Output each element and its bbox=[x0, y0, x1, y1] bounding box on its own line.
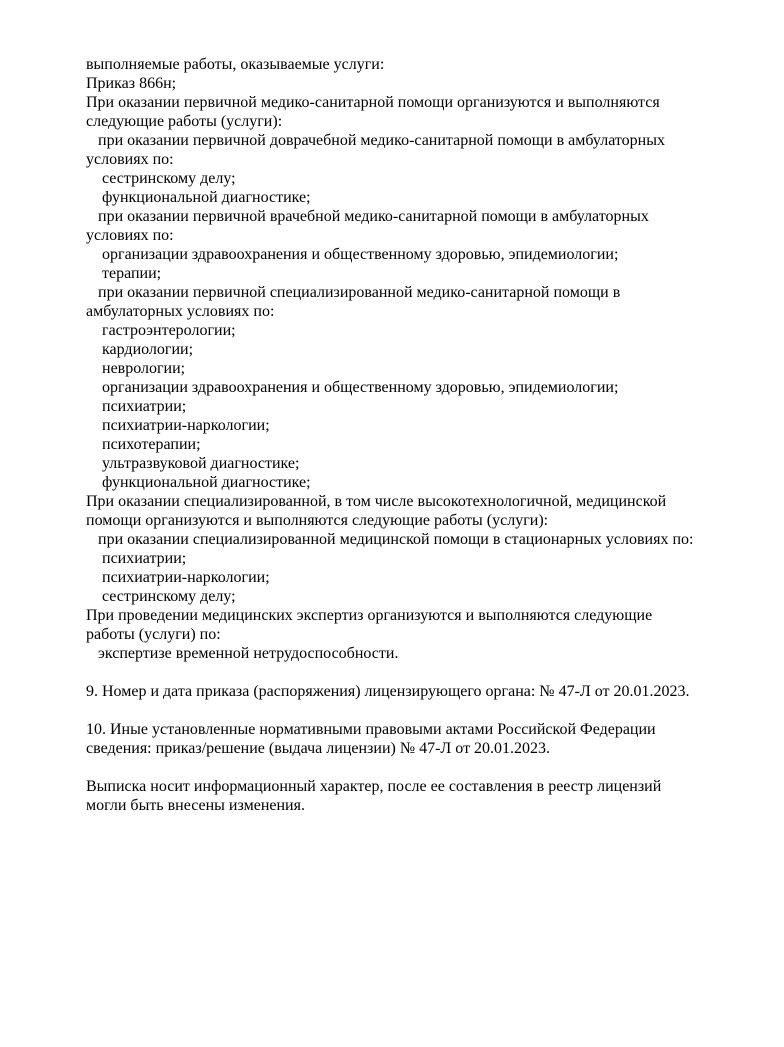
document-line: психиатрии; bbox=[102, 550, 187, 567]
document-line: организации здравоохранения и общественному здоровью, эпидемиологии; bbox=[102, 246, 619, 263]
document-line: при оказании первичной специализированной медико-санитарной помощи в амбулаторных условиях по: bbox=[86, 284, 621, 320]
document-line: психиатрии; bbox=[102, 398, 187, 415]
blank-line bbox=[86, 758, 700, 777]
document-line: При проведении медицинских экспертиз организуются и выполняются следующие работы (услуги) по: bbox=[86, 607, 653, 643]
document-line: неврологии; bbox=[102, 360, 186, 377]
document-line: при оказании специализированной медицинской помощи в стационарных условиях по: bbox=[98, 531, 694, 548]
document-line: При оказании специализированной, в том числе высокотехнологичной, медицинской помощи организуются и выполняются следующие работы (услуги): bbox=[86, 493, 667, 529]
document-line: терапии; bbox=[102, 265, 162, 282]
document-line: ультразвуковой диагностике; bbox=[102, 455, 300, 472]
document-line: при оказании первичной врачебной медико-санитарной помощи в амбулаторных условиях по: bbox=[86, 208, 649, 244]
document-line: Приказ 866н; bbox=[86, 75, 177, 92]
document-body bbox=[86, 55, 700, 815]
document-line: При оказании первичной медико-санитарной помощи организуются и выполняются следующие работы (услуги): bbox=[86, 94, 660, 130]
document-line: Выписка носит информационный характер, после ее составления в реестр лицензий могли быть внесены изменения. bbox=[86, 778, 662, 814]
document-line: психиатрии-наркологии; bbox=[102, 417, 270, 434]
document-line: при оказании первичной доврачебной медико-санитарной помощи в амбулаторных условиях по: bbox=[86, 132, 665, 168]
document-line: организации здравоохранения и общественному здоровью, эпидемиологии; bbox=[102, 379, 619, 396]
blank-line bbox=[86, 701, 700, 720]
document-line: функциональной диагностике; bbox=[102, 474, 311, 491]
document-line: 9. Номер и дата приказа (распоряжения) лицензирующего органа: № 47-Л от 20.01.2023. bbox=[86, 683, 690, 700]
document-line: гастроэнтерологии; bbox=[102, 322, 236, 339]
document-line: кардиологии; bbox=[102, 341, 194, 358]
blank-line bbox=[86, 663, 700, 682]
document-line: выполняемые работы, оказываемые услуги: bbox=[86, 56, 385, 73]
document-line: психотерапии; bbox=[102, 436, 201, 453]
document-line: сестринскому делу; bbox=[102, 588, 236, 605]
document-line: экспертизе временной нетрудоспособности. bbox=[98, 645, 399, 662]
document-line: сестринскому делу; bbox=[102, 170, 236, 187]
document-line: 10. Иные установленные нормативными правовыми актами Российской Федерации сведения: приказ/решение (выдача лицензии) № 47-Л от 20.01.2023. bbox=[86, 721, 656, 757]
document-line: функциональной диагностике; bbox=[102, 189, 311, 206]
document-line: психиатрии-наркологии; bbox=[102, 569, 270, 586]
